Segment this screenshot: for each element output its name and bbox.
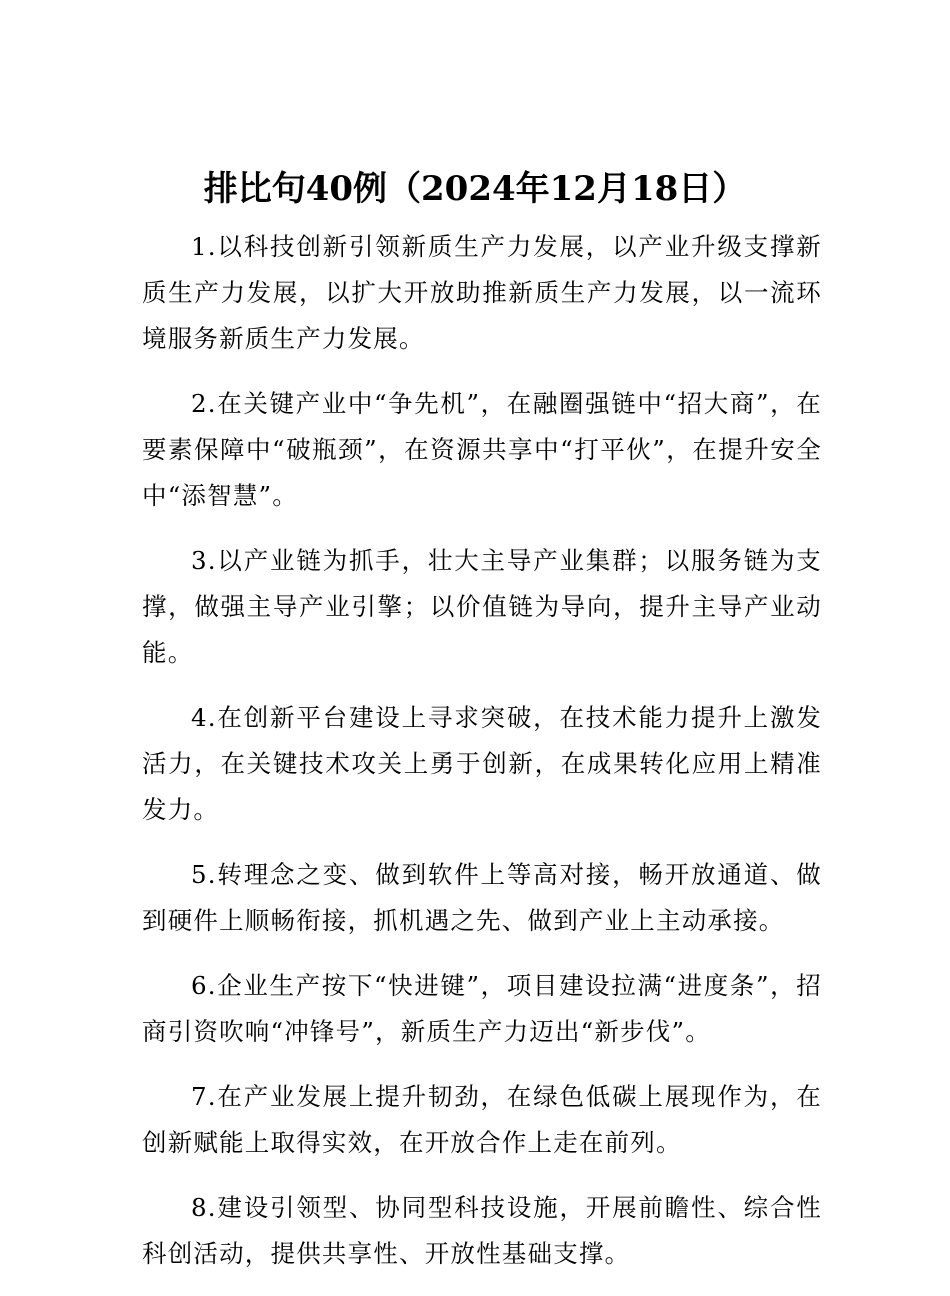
paragraph-8: 8.建设引领型、协同型科技设施，开展前瞻性、综合性科创活动，提供共享性、开放性基础支撑。	[142, 1193, 822, 1268]
paragraph-6: 6.企业生产按下“快进键”，项目建设拉满“进度条”，招商引资吹响“冲锋号”，新质生产力迈出“新步伐”。	[142, 971, 822, 1046]
paragraph-4: 4.在创新平台建设上寻求突破，在技术能力提升上激发活力，在关键技术攻关上勇于创新，在成果转化应用上精准发力。	[142, 703, 822, 824]
paragraph-5: 5.转理念之变、做到软件上等高对接，畅开放通道、做到硬件上顺畅衔接，抓机遇之先、做到产业上主动承接。	[142, 860, 822, 935]
paragraph-2: 2.在关键产业中“争先机”，在融圈强链中“招大商”，在要素保障中“破瓶颈”，在资源共享中“打平伙”，在提升安全中“添智慧”。	[142, 389, 822, 510]
paragraph-1: 1.以科技创新引领新质生产力发展，以产业升级支撑新质生产力发展，以扩大开放助推新质生产力发展，以一流环境服务新质生产力发展。	[142, 232, 822, 353]
paragraph-7: 7.在产业发展上提升韧劲，在绿色低碳上展现作为，在创新赋能上取得实效，在开放合作上走在前列。	[142, 1082, 822, 1157]
document-body	[142, 224, 822, 1296]
paragraph-3: 3.以产业链为抓手，壮大主导产业集群；以服务链为支撑，做强主导产业引擎；以价值链为导向，提升主导产业动能。	[142, 546, 822, 667]
page-title: 排比句40例（2024年12月18日）	[203, 169, 747, 209]
